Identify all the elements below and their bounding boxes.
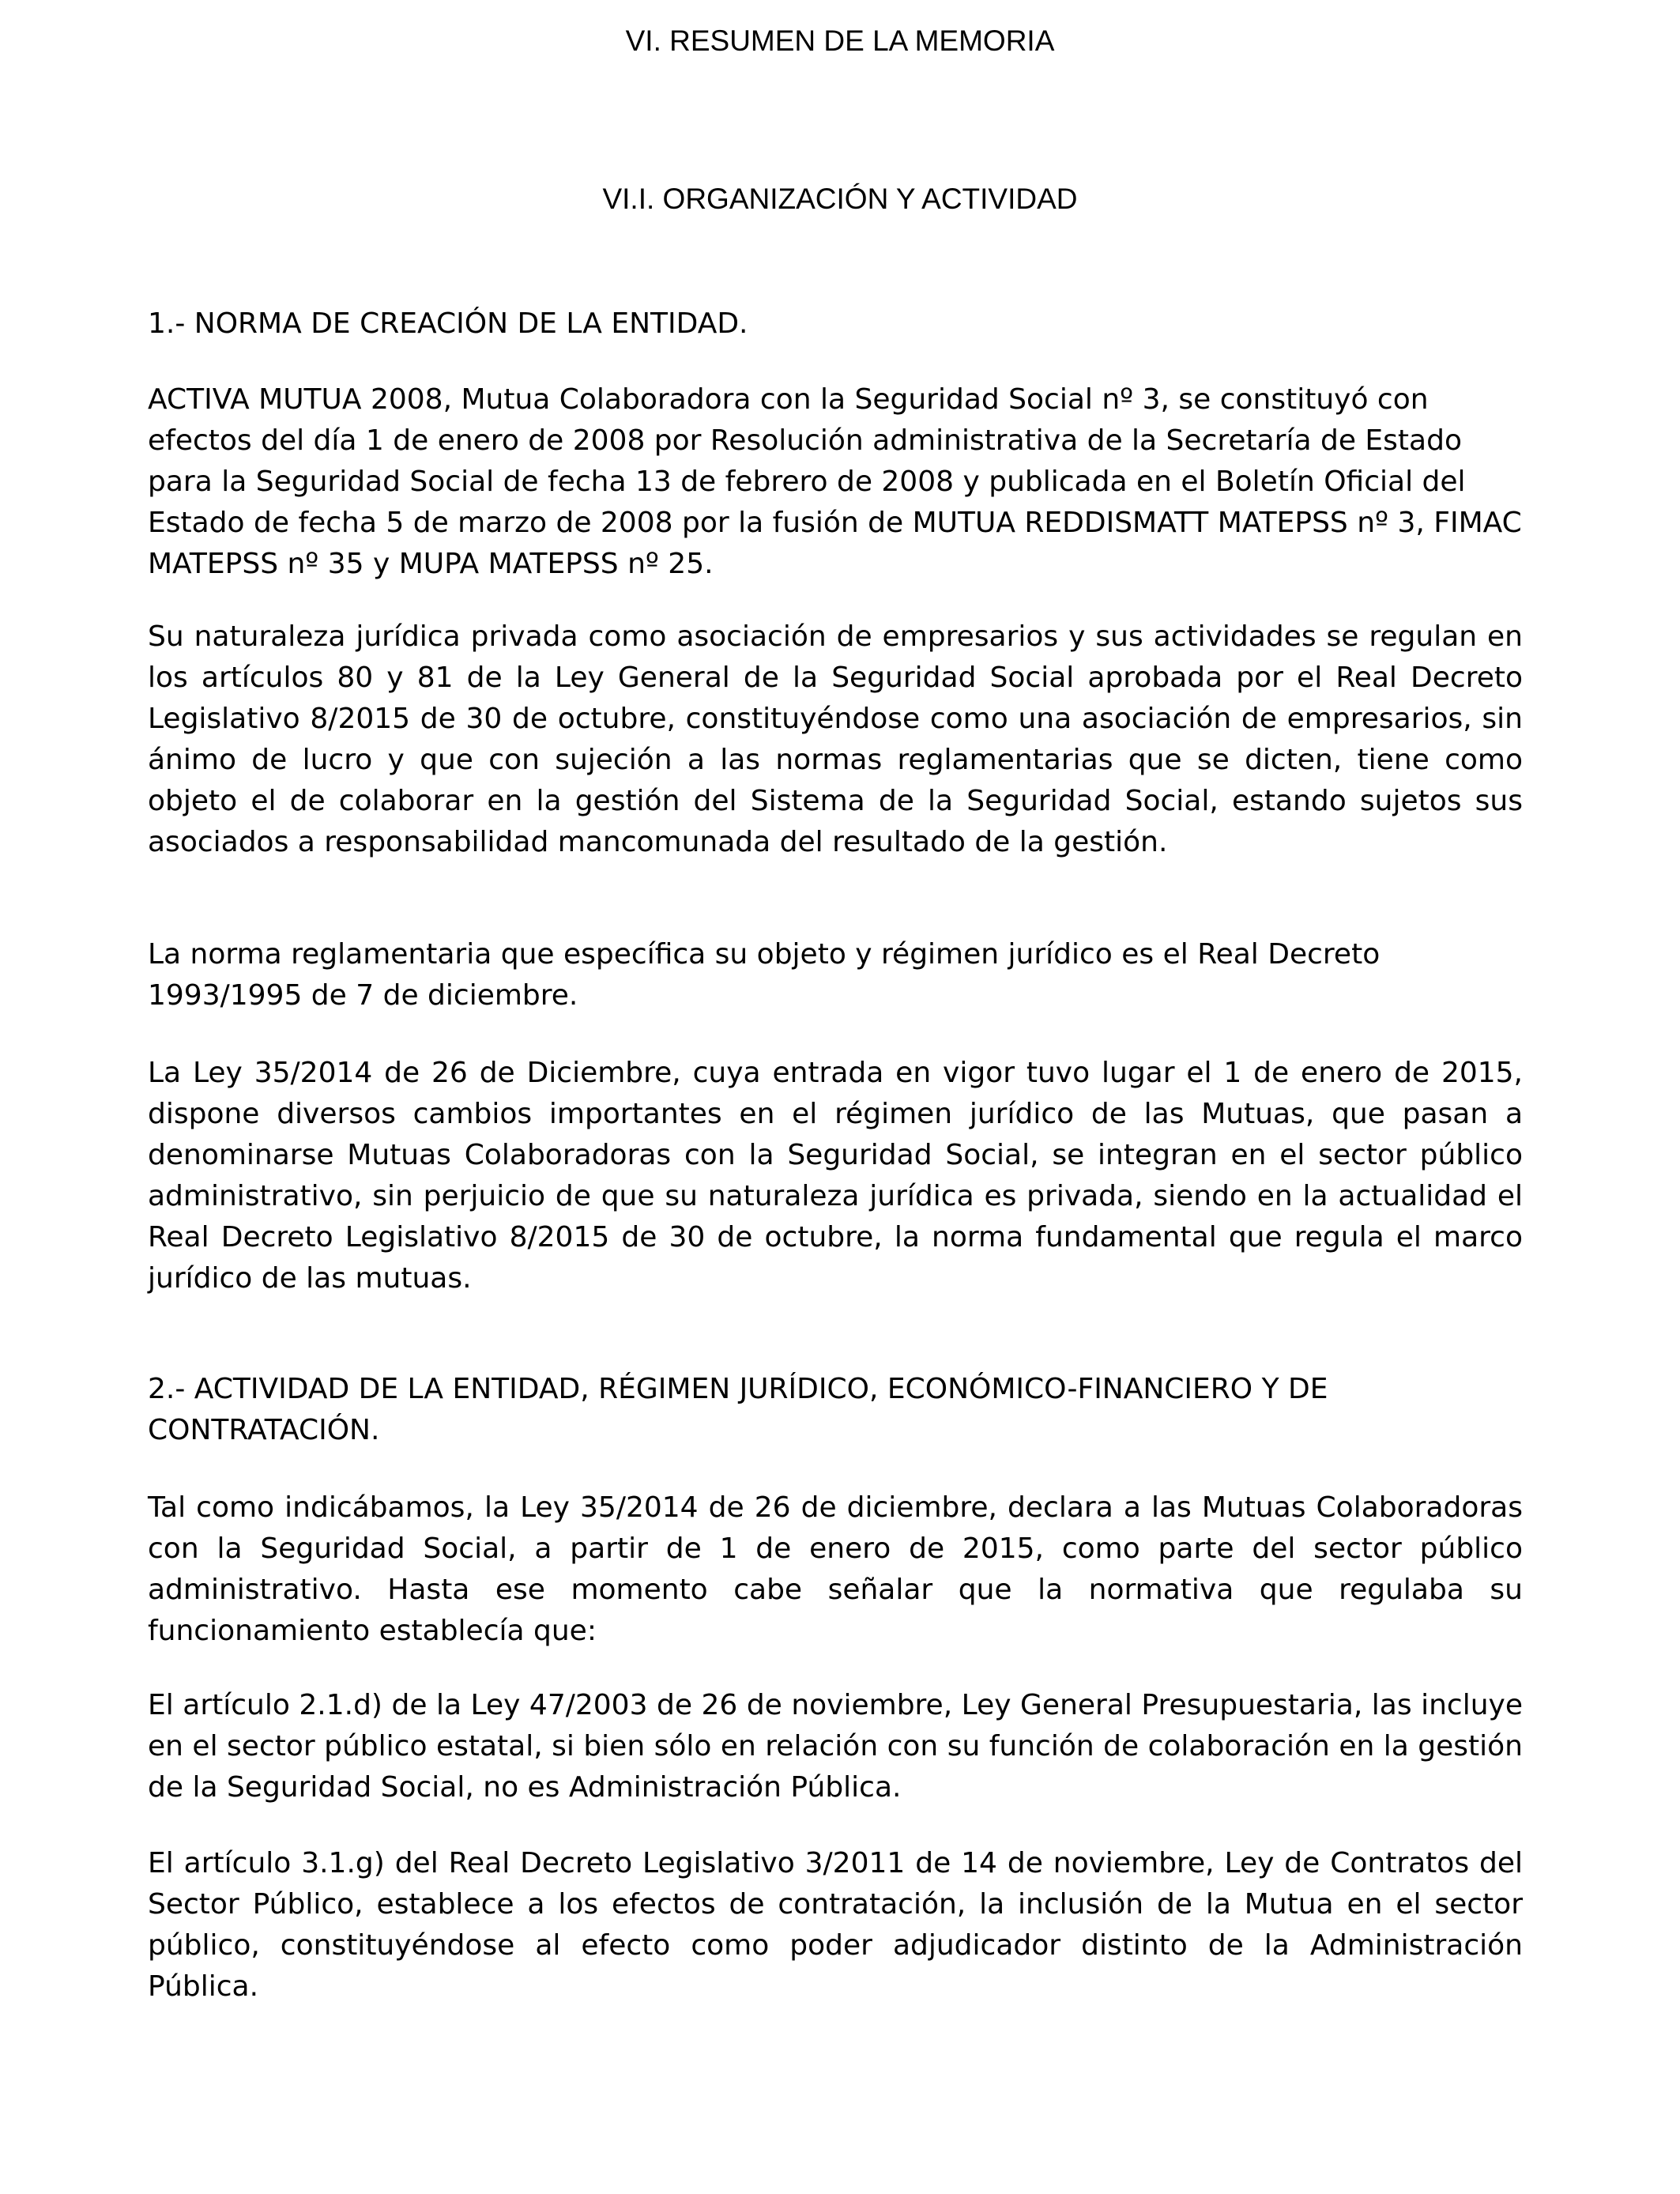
document-title: VI. RESUMEN DE LA MEMORIA [625,25,1055,57]
paragraph-2-3: El artículo 3.1.g) del Real Decreto Legislativo 3/2011 de 14 de noviembre, Ley de Contratos del Sector Público, establece a los efectos de contratación, la inclusión de la Mutua en el sector público, constituyéndose al efecto como poder adjudicador distinto de la Administración Pública. [148,1847,1523,2003]
paragraph-1-2: Su naturaleza jurídica privada como asociación de empresarios y sus actividades se regulan en los artículos 80 y 81 de la Ley General de la Seguridad Social aprobada por el Real Decreto Legislativo 8/2015 de 30 de octubre, constituyéndose como una asociación de empresarios, sin ánimo de lucro y que con sujeción a las normas reglamentarias que se dicten, tiene como objeto el de colaborar en la gestión del Sistema de la Seguridad Social, estando sujetos sus asociados a responsabilidad mancomunada del resultado de la gestión. [148,620,1523,858]
paragraph-2-1: Tal como indicábamos, la Ley 35/2014 de 26 de diciembre, declara a las Mutuas Colaboradoras con la Seguridad Social, a partir de 1 de enero de 2015, como parte del sector público administrativo. Hasta ese momento cabe señalar que la normativa que regulaba su funcionamiento establecía que: [148,1491,1523,1647]
section-2-heading: 2.- ACTIVIDAD DE LA ENTIDAD, RÉGIMEN JURÍDICO, ECONÓMICO-FINANCIERO Y DE CONTRATACIÓN. [148,1373,1328,1446]
section-1-heading: 1.- NORMA DE CREACIÓN DE LA ENTIDAD. [148,307,748,340]
paragraph-1-3: La norma reglamentaria que específica su objeto y régimen jurídico es el Real Decreto 1993/1995 de 7 de diciembre. [148,938,1381,1012]
paragraph-1-1: ACTIVA MUTUA 2008, Mutua Colaboradora con la Seguridad Social nº 3, se constituyó con efectos del día 1 de enero de 2008 por Resolución administrativa de la Secretaría de Estado para la Seguridad Social de fecha 13 de febrero de 2008 y publicada en el Boletín Oficial del Estado de fecha 5 de marzo de 2008 por la fusión de MUTUA REDDISMATT MATEPSS nº 3, FIMAC MATEPSS nº 35 y MUPA MATEPSS nº 25. [148,383,1522,580]
paragraph-1-4: La Ley 35/2014 de 26 de Diciembre, cuya entrada en vigor tuvo lugar el 1 de enero de 2015, dispone diversos cambios importantes en el régimen jurídico de las Mutuas, que pasan a denominarse Mutuas Colaboradoras con la Seguridad Social, se integran en el sector público administrativo, sin perjuicio de que su naturaleza jurídica es privada, siendo en la actualidad el Real Decreto Legislativo 8/2015 de 30 de octubre, la norma fundamental que regula el marco jurídico de las mutuas. [148,1057,1523,1295]
paragraph-2-2: El artículo 2.1.d) de la Ley 47/2003 de 26 de noviembre, Ley General Presupuestaria, las incluye en el sector público estatal, si bien sólo en relación con su función de colaboración en la gestión de la Seguridad Social, no es Administración Pública. [148,1689,1523,1804]
section-title: VI.I. ORGANIZACIÓN Y ACTIVIDAD [602,183,1078,215]
